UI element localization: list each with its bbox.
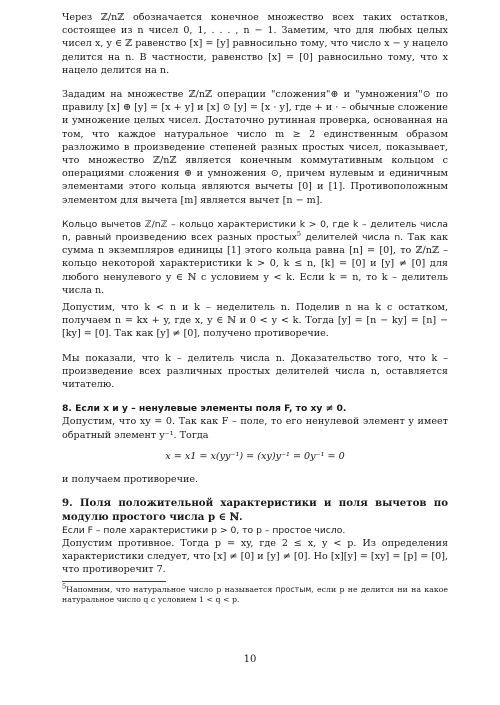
section-9-proof: Допустим противное. Тогда p = xy, где 2 ≤ x, y < p. Из определения характеристики следует, что [x] ≠ [0] и [y] ≠ [0]. Но [x][y] = [xy] = [p] = [0], что противоречит 7. [62,537,448,576]
footnote-ref: 5 [296,229,302,238]
characteristic-statement: Кольцо вычетов ℤ/nℤ – кольцо характеристики k > 0, где k – делитель числа n, равный произведению всех разных простых [62,218,448,244]
paragraph-contradiction: Допустим, что k < n и k – неделитель n. Поделив n на k с остатком, получаем n = kx + y, где x, y ∈ ℕ и 0 < y < k. Тогда [y] = [n − ky] = [n] − [ky] = [0]. Так как [y] ≠ [0], получено противоречие. [62,302,448,340]
paragraph-residues-definition: Через ℤ/nℤ обозначается конечное множество всех таких остатков, состоящее из n чисел 0, 1, . . . , n − 1. Заметим, что для любых целых чисел x, y ∈ ℤ равенство [x] = [y] равносильно тому, что число x − y нацело делится на n. В частности, равенство [x] = [0] равносильно тому, что x нацело делится на n. [62,12,448,76]
page-content [62,11,448,605]
section-8-conclusion: и получаем противоречие. [62,474,199,486]
characteristic-proof: Так как сумма n экземпляров единицы [1] этого кольца равна [n] = [0], то ℤ/nℤ – кольцо некоторой характеристики k > 0, k ≤ n, [k] = [0] и [y] ≠ [0] для любого ненулевого y ∈ ℕ с условием y < k. Если k = n, то k – делитель числа n. [62,232,448,296]
footnote-term: простым [275,584,312,594]
section-9-statement: Если F – поле характеристики p > 0, то p – простое число. [62,524,346,536]
paragraph-conclusion: Мы показали, что k – делитель числа n. Доказательство того, что k – произведение всех различных простых делителей числа n, оставляется читателю. [62,352,448,391]
section-8-statement: 8. Если x и y – ненулевые элементы поля F, то xy ≠ 0. [62,403,347,415]
paragraph-ring-operations: Зададим на множестве ℤ/nℤ операции "сложения"⊕ и "умножения"⊙ по правилу [x] ⊕ [y] = [x + y] и [x] ⊙ [y] = [x · y], где + и · – обычные сложение и умножение целых чисел. Достаточно рутинная проверка, основанная на том, что каждое натуральное число m ≥ 2 единственным образом разложимо в произведение степеней разных простых чисел, показывает, что множество ℤ/nℤ является конечным коммутативным кольцом с операциями сложения ⊕ и умножения ⊙, причем нулевым и единичным элементами этого кольца являются вычеты [0] и [1]. Противоположным элементом для вычета [m] является вычет [n − m]. [62,89,448,206]
footnote-text: Напомним, что натуральное число p называется [66,584,276,594]
section-8-formula: x = x1 = x(yy⁻¹) = (xy)y⁻¹ = 0y⁻¹ = 0 [165,450,345,462]
section-8-proof: Допустим, что xy = 0. Так как F – поле, то его ненулевой элемент y имеет обратный элемент y⁻¹. Тогда [62,416,448,441]
paragraph-characteristic-lead [62,218,448,297]
footnote-divider [62,581,166,582]
section-9-title: 9. Поля положительной характеристики и поля вычетов по модулю простого числа p ∈ ℕ. [62,497,448,523]
page-number: 10 [243,654,257,665]
characteristic-statement-end: делителей числа n. [301,232,404,244]
footnote-marker: 5 [62,581,67,590]
footnote [62,581,448,605]
footnote-text-end: , если p не делится ни на какое натуральное число q с условием 1 < q < p. [62,584,448,604]
